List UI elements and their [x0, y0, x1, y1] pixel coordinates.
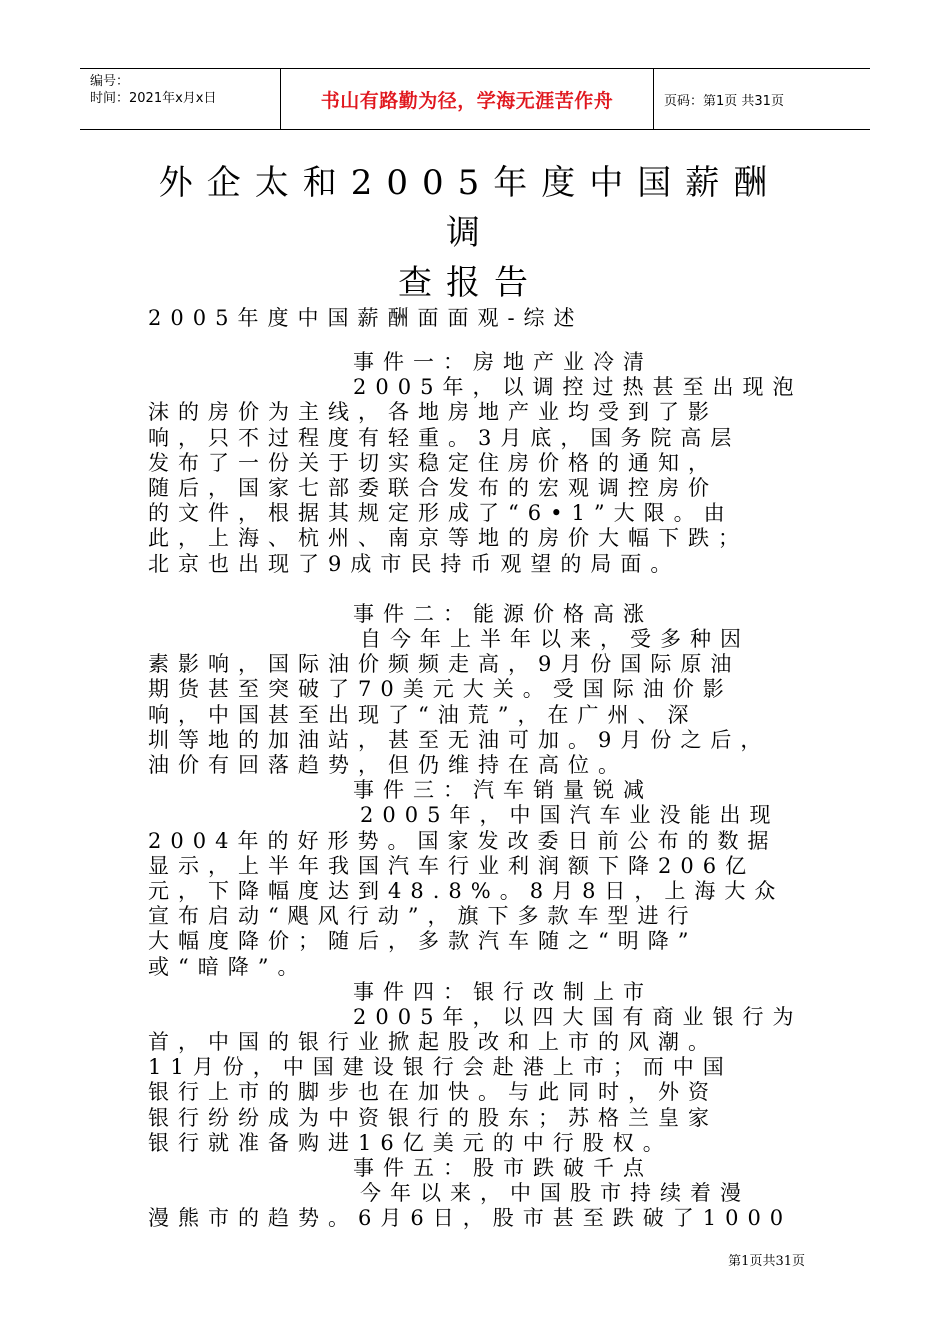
- event-1-heading: 事件一：房地产业冷清: [353, 350, 653, 374]
- document-title: [145, 158, 795, 308]
- event-2-heading: 事件二：能源价格高涨: [353, 601, 653, 626]
- paragraph-line: 2005年，以调控过热甚至出现泡: [353, 375, 803, 400]
- event-5-heading: 事件五：股市跌破千点: [353, 1156, 653, 1180]
- paragraph-line: 油价有回落趋势，但仍维持在高位。: [148, 753, 628, 777]
- event-3-heading: 事件三：汽车销量锐减: [353, 778, 653, 803]
- paragraph-line: 漫熊市的趋势。6月6日，股市甚至跌破了1000: [148, 1206, 793, 1231]
- paragraph-line: 首，中国的银行业掀起股改和上市的风潮。: [148, 1030, 718, 1055]
- title-line-1: 外企太和2005年度中国薪酬调: [158, 163, 782, 253]
- paragraph-line: 北京也出现了9成市民持币观望的局面。: [148, 551, 681, 576]
- paragraph-line: 银行就准备购进16亿美元的中行股权。: [148, 1130, 673, 1155]
- paragraph-line: 随后，国家七部委联合发布的宏观调控房价: [148, 475, 718, 500]
- paragraph-line: 2005年，中国汽车业没能出现: [360, 803, 780, 828]
- paragraph-line: 期货甚至突破了70美元大关。受国际油价影: [148, 677, 733, 702]
- paragraph-line: 显示，上半年我国汽车行业利润额下降206亿: [148, 853, 756, 878]
- paragraph-line: 元，下降幅度达到48.8%。8月8日，上海大众: [148, 878, 785, 903]
- paragraph-line: 沫的房价为主线，各地房地产业均受到了影: [148, 400, 718, 425]
- time-label: 时间：2021年x月x日: [90, 91, 217, 106]
- page-header: [80, 68, 870, 130]
- paragraph-line: 2005年，以四大国有商业银行为: [353, 1004, 803, 1029]
- paragraph-line: 响，中国甚至出现了“油荒”，在广州、深: [148, 702, 698, 727]
- paragraph-line: 响，只不过程度有轻重。3月底，国务院高层: [148, 425, 741, 450]
- page-footer: 第1页共31页: [728, 1254, 805, 1269]
- title-line-2: 查报告: [398, 263, 542, 303]
- blank-line: [148, 577, 818, 602]
- paragraph-line: 2004年的好形势。国家发改委日前公布的数据: [148, 828, 778, 853]
- paragraph-line: 发布了一份关于切实稳定住房价格的通知，: [148, 450, 718, 475]
- paragraph-line: 的文件，根据其规定形成了“6•1”大限。由: [148, 501, 734, 526]
- number-label: 编号：: [90, 74, 130, 89]
- header-meta: [80, 69, 281, 129]
- paragraph-line: 圳等地的加油站，甚至无油可加。9月份之后，: [148, 727, 771, 752]
- paragraph-line: 此，上海、杭州、南京等地的房价大幅下跌；: [148, 526, 748, 551]
- paragraph-line: 自今年上半年以来，受多种因: [360, 627, 750, 652]
- paragraph-line: 素影响，国际油价频频走高，9月份国际原油: [148, 652, 741, 677]
- document-body: [148, 350, 818, 1232]
- paragraph-line: 今年以来，中国股市持续着漫: [360, 1181, 750, 1206]
- header-page-info: 页码：第1页 共31页: [664, 93, 784, 109]
- paragraph-line: 银行上市的脚步也在加快。与此同时，外资: [148, 1080, 718, 1105]
- paragraph-line: 大幅度降价；随后，多款汽车随之“明降”: [148, 929, 698, 954]
- section-subtitle: 2005年度中国薪酬面面观-综述: [148, 306, 584, 330]
- paragraph-line: 11月份，中国建设银行会赴港上市；而中国: [148, 1055, 733, 1080]
- paragraph-line: 或“暗降”。: [148, 954, 308, 979]
- header-motto: 书山有路勤为径，学海无涯苦作舟: [281, 69, 654, 129]
- paragraph-line: 宣布启动“飓风行动”，旗下多款车型进行: [148, 904, 698, 929]
- event-4-heading: 事件四：银行改制上市: [353, 979, 653, 1004]
- paragraph-line: 银行纷纷成为中资银行的股东；苏格兰皇家: [148, 1105, 718, 1130]
